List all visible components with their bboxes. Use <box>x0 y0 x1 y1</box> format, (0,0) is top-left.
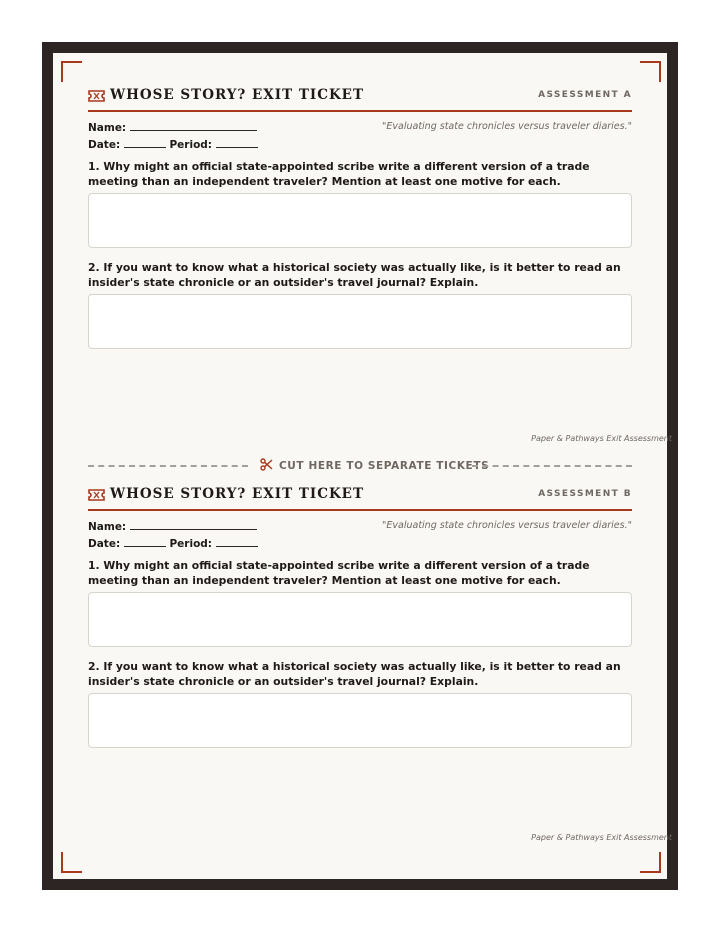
date-label: Date: <box>88 538 121 550</box>
cut-dash-left <box>88 465 248 467</box>
ticket-icon <box>88 90 105 102</box>
assessment-label: ASSESSMENT B <box>538 489 632 499</box>
date-field[interactable] <box>124 536 166 547</box>
question-1: 1. Why might an official state-appointed scribe write a different version of a trade meeting than an independent traveler? Mention at least one motive for each. <box>88 160 590 188</box>
exit-ticket-a <box>88 88 632 362</box>
period-field[interactable] <box>216 536 258 547</box>
cut-label: CUT HERE TO SEPARATE TICKETS <box>279 460 490 472</box>
answer-box-1[interactable] <box>88 193 632 248</box>
date-label: Date: <box>88 139 121 151</box>
period-field[interactable] <box>216 137 258 148</box>
answer-box-2[interactable] <box>88 294 632 349</box>
name-row <box>88 519 257 533</box>
question-2: 2. If you want to know what a historical society was actually like, is it better to read an insider's state chronicle or an outsider's travel journal? Explain. <box>88 261 621 289</box>
date-row <box>88 137 258 151</box>
ticket-title: WHOSE STORY? EXIT TICKET <box>110 87 365 103</box>
corner-mark-top-left <box>61 61 82 82</box>
answer-box-1[interactable] <box>88 592 632 647</box>
scissors-icon <box>260 458 273 471</box>
ticket-header <box>88 88 632 112</box>
student-fields <box>88 118 632 158</box>
ticket-header <box>88 487 632 511</box>
date-row <box>88 536 258 550</box>
name-label: Name: <box>88 122 127 134</box>
ticket-icon <box>88 489 105 501</box>
ticket-quote: "Evaluating state chronicles versus traveler diaries." <box>382 121 632 132</box>
period-label: Period: <box>169 139 212 151</box>
exit-ticket-b <box>88 487 632 761</box>
corner-mark-bottom-right <box>640 852 661 873</box>
assessment-label: ASSESSMENT A <box>538 90 632 100</box>
ticket-title: WHOSE STORY? EXIT TICKET <box>110 486 365 502</box>
cut-dash-right <box>472 465 632 467</box>
cut-line <box>88 458 632 472</box>
question-2: 2. If you want to know what a historical society was actually like, is it better to read an insider's state chronicle or an outsider's travel journal? Explain. <box>88 660 621 688</box>
name-label: Name: <box>88 521 127 533</box>
cut-label-row <box>260 458 489 472</box>
answer-box-2[interactable] <box>88 693 632 748</box>
name-field[interactable] <box>130 519 257 530</box>
period-label: Period: <box>169 538 212 550</box>
name-row <box>88 120 257 134</box>
ticket-footer-a: Paper & Pathways Exit Assessment <box>531 434 672 443</box>
name-field[interactable] <box>130 120 257 131</box>
question-1: 1. Why might an official state-appointed scribe write a different version of a trade meeting than an independent traveler? Mention at least one motive for each. <box>88 559 590 587</box>
corner-mark-bottom-left <box>61 852 82 873</box>
corner-mark-top-right <box>640 61 661 82</box>
ticket-quote: "Evaluating state chronicles versus traveler diaries." <box>382 520 632 531</box>
date-field[interactable] <box>124 137 166 148</box>
ticket-footer-b: Paper & Pathways Exit Assessment <box>531 833 672 842</box>
student-fields <box>88 517 632 557</box>
